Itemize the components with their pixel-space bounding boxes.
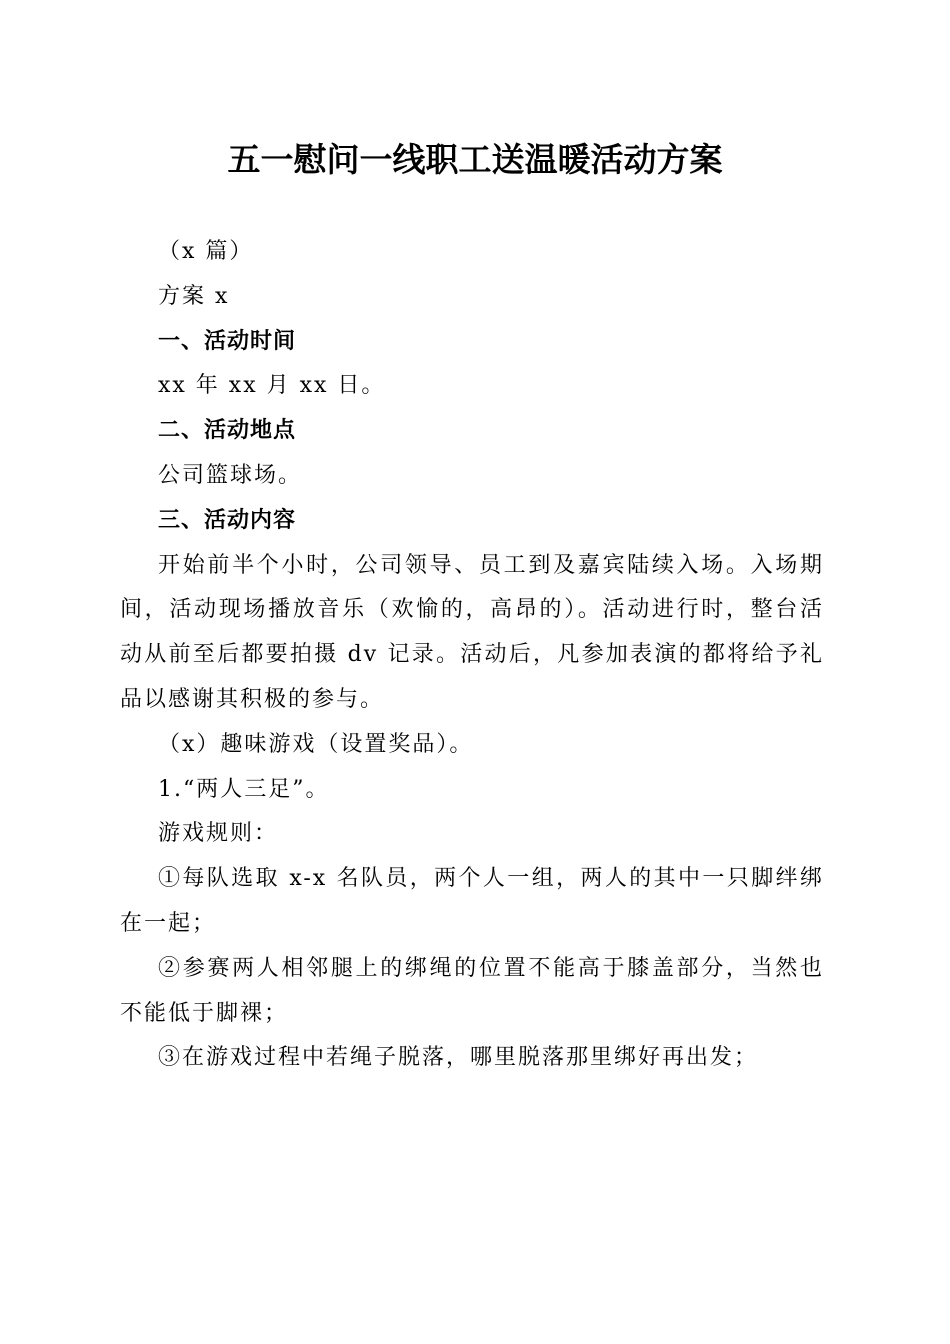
heading-activity-location: 二、活动地点 bbox=[158, 418, 297, 444]
paragraph-rule-2: ②参赛两人相邻腿上的绑绳的位置不能高于膝盖部分，当然也不能低于脚裸； bbox=[120, 955, 824, 1026]
paragraph-location: 公司篮球场。 bbox=[158, 462, 303, 488]
paragraph-plan-label: 方案 x bbox=[158, 283, 230, 309]
paragraph-game-three-legged: 1.“两人三足”。 bbox=[158, 776, 330, 802]
paragraph-content-description: 开始前半个小时，公司领导、员工到及嘉宾陆续入场。入场期间，活动现场播放音乐（欢愉的，高昂的）。活动进行时，整台活动从前至后都要拍摄 dv 记录。活动后，凡参加表演的都将给予礼品以感谢其积极的参与。 bbox=[120, 552, 824, 712]
paragraph-chapter-note: （x 篇） bbox=[158, 239, 254, 264]
paragraph-rule-3: ③在游戏过程中若绳子脱落，哪里脱落那里绑好再出发； bbox=[158, 1045, 759, 1071]
paragraph-rule-1: ①每队选取 x-x 名队员，两个人一组，两人的其中一只脚绊绑在一起； bbox=[120, 866, 824, 936]
heading-activity-content: 三、活动内容 bbox=[158, 507, 297, 533]
paragraph-fun-games: （x）趣味游戏（设置奖品）。 bbox=[158, 731, 474, 757]
heading-activity-time: 一、活动时间 bbox=[158, 328, 297, 354]
document-body bbox=[120, 230, 824, 1081]
paragraph-activity-date: xx 年 xx 月 xx 日。 bbox=[158, 373, 386, 399]
paragraph-game-rules-label: 游戏规则： bbox=[158, 821, 279, 847]
document-title: 五一慰问一线职工送温暖活动方案 bbox=[227, 140, 723, 179]
